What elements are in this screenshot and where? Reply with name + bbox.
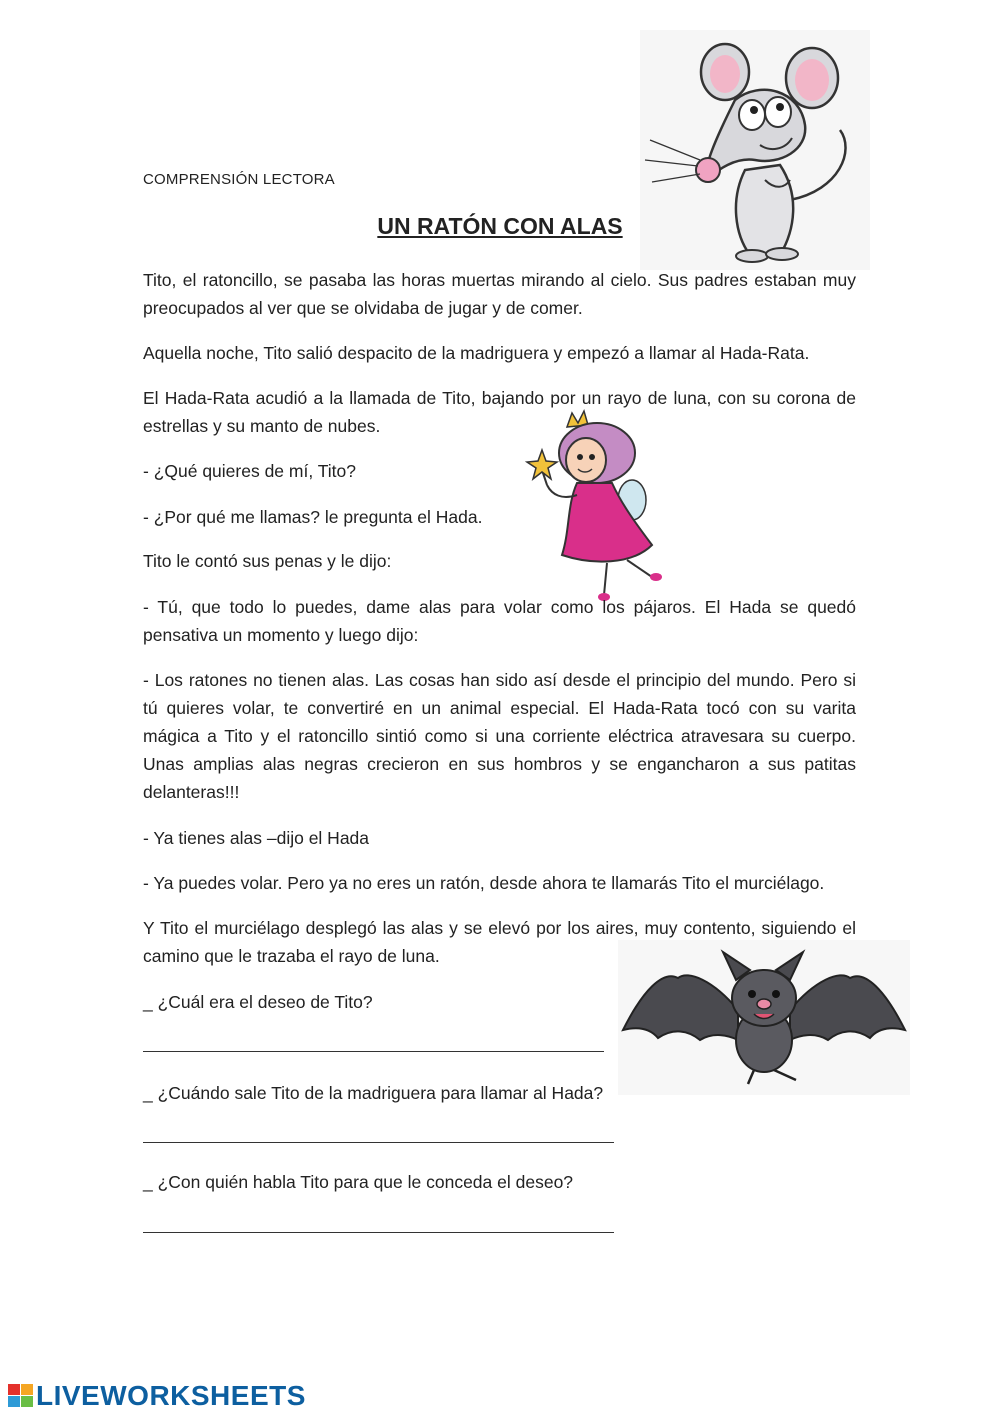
liveworksheets-blocks-icon [8,1384,34,1408]
story-paragraph: Aquella noche, Tito salió despacito de la madriguera y empezó a llamar al Hada-Rata. [143,343,810,363]
question-2: _ ¿Cuándo sale Tito de la madriguera para llamar al Hada? [143,1083,604,1103]
brand-wordmark: LIVEWORKSHEETS [36,1380,306,1411]
mouse-illustration [640,30,870,270]
worksheet-title: UN RATÓN CON ALAS [377,213,623,239]
dialogue-line: - Ya puedes volar. Pero ya no eres un ratón, desde ahora te llamarás Tito el murciélago. [143,873,825,893]
worksheet-kicker: COMPRENSIÓN LECTORA [143,171,335,188]
story-paragraph: Y Tito el murciélago desplegó las alas y se elevó por los aires, muy contento, siguiendo el camino que le trazaba el rayo de luna. [143,918,856,966]
dialogue-line: - ¿Qué quieres de mí, Tito? [143,461,357,481]
question-3: _ ¿Con quién habla Tito para que le conceda el deseo? [143,1172,574,1192]
question-1: _ ¿Cuál era el deseo de Tito? [143,992,373,1012]
answer-line-2[interactable] [143,1142,614,1143]
fairy-illustration [522,405,672,605]
story-paragraph: Tito le contó sus penas y le dijo: [143,551,392,571]
dialogue-line: - Los ratones no tienen alas. Las cosas han sido así desde el principio del mundo. Pero si tú quieres volar, te convertiré en un animal especial. El Hada-Rata tocó con su varita mágica a Tito y el ratoncillo sintió como si una corriente eléctrica atravesara su cuerpo. Unas amplias alas negras crecieron en sus hombros y se engancharon a sus patitas delanteras!!! [143,670,856,802]
dialogue-line: - Tú, que todo lo puedes, dame alas para volar como los pájaros. El Hada se quedó pensativa un momento y luego dijo: [143,597,856,645]
bat-illustration [618,940,910,1095]
dialogue-line: - ¿Por qué me llamas? le pregunta el Hada. [143,507,483,527]
story-paragraph: El Hada-Rata acudió a la llamada de Tito, bajando por un rayo de luna, con su corona de estrellas y su manto de nubes. [143,388,856,436]
answer-line-1[interactable] [143,1051,604,1052]
answer-line-3[interactable] [143,1232,614,1233]
liveworksheets-logo [8,1379,306,1413]
story-paragraph: Tito, el ratoncillo, se pasaba las horas muertas mirando al cielo. Sus padres estaban muy preocupados al ver que se olvidaba de jugar y de comer. [143,270,856,318]
dialogue-line: - Ya tienes alas –dijo el Hada [143,828,370,848]
